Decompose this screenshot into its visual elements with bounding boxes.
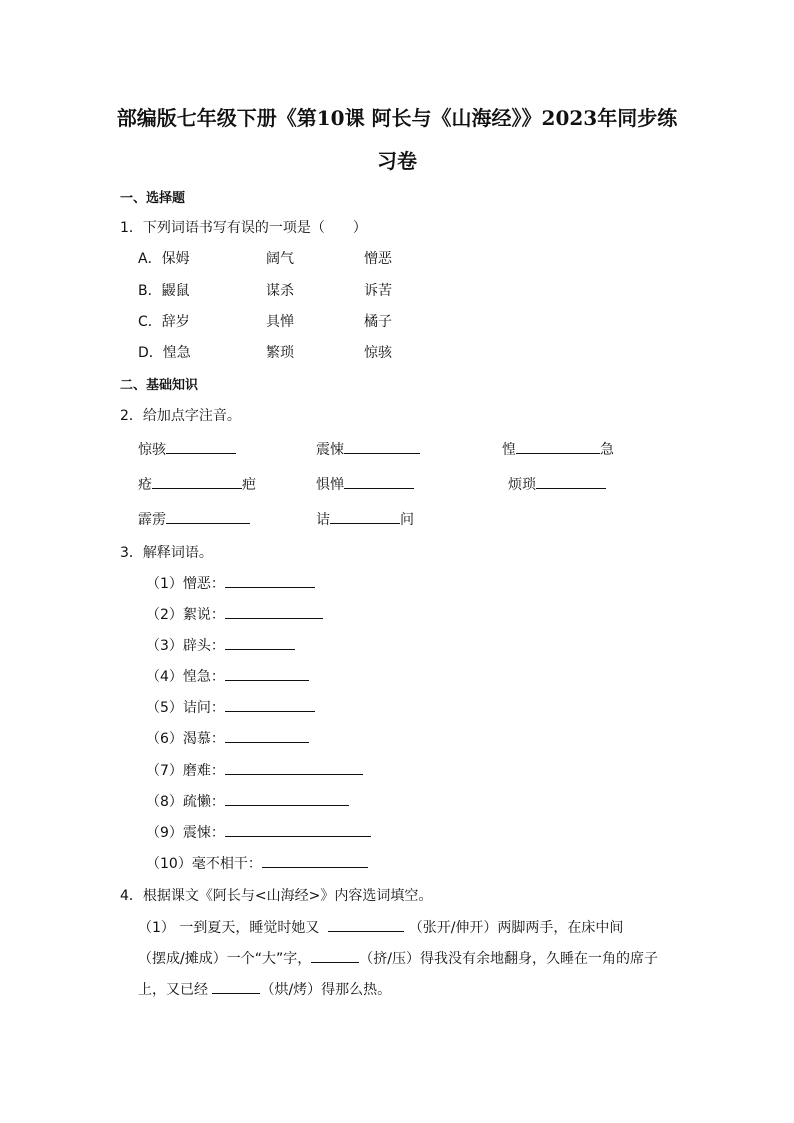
- q3-term: （8）疏懒：: [146, 794, 225, 810]
- q1-option-a: A．保姆: [138, 251, 190, 267]
- q2-word: 急: [600, 442, 614, 458]
- q3-item-2: [146, 604, 323, 624]
- q1-option-d: D．惶急: [138, 345, 191, 361]
- q3-item-10: [146, 853, 368, 873]
- q3-term: （7）磨难：: [146, 763, 225, 779]
- q3-item-5: [146, 697, 315, 717]
- q2-item-judan: [316, 474, 414, 494]
- answer-blank[interactable]: [344, 474, 414, 489]
- answer-blank[interactable]: [344, 439, 420, 454]
- q3-item-4: [146, 666, 309, 686]
- q3-item-6: [146, 728, 309, 748]
- q2-word: 诘: [316, 512, 330, 528]
- q3-term: （9）震悚：: [146, 825, 225, 841]
- q2-item-fansuo: [508, 474, 606, 494]
- q1-option-b-word2: 谋杀: [266, 283, 294, 299]
- answer-blank[interactable]: [225, 604, 323, 619]
- q1-option-d-word2: 繁琐: [266, 345, 294, 361]
- q3-term: （10）毫不相干：: [146, 856, 262, 872]
- answer-blank[interactable]: [225, 822, 371, 837]
- q2-word: 烦琐: [508, 477, 536, 493]
- question-1-stem: 1．下列词语书写有误的一项是（ ）: [120, 220, 367, 236]
- answer-blank[interactable]: [225, 760, 363, 775]
- q3-term: （4）惶急：: [146, 669, 225, 685]
- answer-blank[interactable]: [212, 979, 260, 994]
- q4-paragraph-line-2: [138, 948, 658, 968]
- section-heading-choice: 一、选择题: [120, 191, 186, 206]
- q4-text: 上，又已经: [138, 982, 208, 998]
- q2-item-jinghai: [138, 439, 236, 459]
- question-2-stem: 2．给加点字注音。: [120, 408, 241, 424]
- q4-text: （摆成/摊成）一个“大”字，: [138, 951, 312, 967]
- answer-blank[interactable]: [311, 948, 359, 963]
- answer-blank[interactable]: [225, 697, 315, 712]
- q3-item-7: [146, 760, 363, 780]
- q2-item-zhensong: [316, 439, 420, 459]
- q4-text: （烘/烤）得那么热。: [260, 982, 392, 998]
- q3-item-3: [146, 635, 295, 655]
- answer-blank[interactable]: [536, 474, 606, 489]
- q3-term: （6）渴慕：: [146, 731, 225, 747]
- q4-text: （1） 一到夏天，睡觉时她又: [138, 920, 320, 936]
- q3-item-8: [146, 791, 349, 811]
- q4-paragraph-line-3: [138, 979, 391, 999]
- q2-item-huangji: [502, 439, 614, 459]
- answer-blank[interactable]: [225, 728, 309, 743]
- section-heading-basics: 二、基础知识: [120, 378, 199, 393]
- q4-text: （挤/压）得我没有余地翻身，久睡在一角的席子: [359, 951, 658, 967]
- question-3-stem: 3．解释词语。: [120, 545, 213, 561]
- q2-word: 惶: [502, 442, 516, 458]
- q2-word: 疮: [138, 477, 152, 493]
- q2-word: 疤: [242, 477, 256, 493]
- answer-blank[interactable]: [328, 917, 404, 932]
- q2-word: 震悚: [316, 442, 344, 458]
- answer-blank[interactable]: [225, 791, 349, 806]
- q2-item-chuangba: [138, 474, 256, 494]
- q1-option-a-word2: 阔气: [266, 251, 294, 267]
- q4-text: （张开/伸开）两脚两手，在床中间: [408, 920, 624, 936]
- answer-blank[interactable]: [166, 439, 236, 454]
- q1-option-c-word3: 橘子: [364, 314, 392, 330]
- question-4-stem: 4．根据课文《阿长与<山海经>》内容选词填空。: [120, 888, 433, 904]
- answer-blank[interactable]: [330, 509, 400, 524]
- q1-option-a-word3: 憎恶: [364, 251, 392, 267]
- page-title: 部编版七年级下册《第10课 阿长与《山海经》》2023年同步练: [116, 106, 678, 130]
- q3-term: （5）诘问：: [146, 700, 225, 716]
- q2-item-jiewen: [316, 509, 414, 529]
- q3-term: （3）辟头：: [146, 638, 225, 654]
- q3-item-9: [146, 822, 371, 842]
- answer-blank[interactable]: [225, 666, 309, 681]
- answer-blank[interactable]: [516, 439, 600, 454]
- q1-option-d-word3: 惊骇: [364, 345, 392, 361]
- q1-option-c: C．辞岁: [138, 314, 190, 330]
- q3-term: （2）絮说：: [146, 607, 225, 623]
- answer-blank[interactable]: [225, 573, 315, 588]
- q2-word: 惊骇: [138, 442, 166, 458]
- q2-word: 惧惮: [316, 477, 344, 493]
- q1-option-b-word3: 诉苦: [364, 283, 392, 299]
- q3-term: （1）憎恶：: [146, 576, 225, 592]
- q2-word: 霹雳: [138, 512, 166, 528]
- q1-option-b: B．鼹鼠: [138, 283, 190, 299]
- answer-blank[interactable]: [166, 509, 250, 524]
- q3-item-1: [146, 573, 315, 593]
- q1-option-c-word2: 具惮: [266, 314, 294, 330]
- answer-blank[interactable]: [152, 474, 242, 489]
- q4-paragraph-line-1: [138, 917, 623, 937]
- q2-item-pili: [138, 509, 250, 529]
- page-title-continued: 习卷: [377, 149, 417, 173]
- answer-blank[interactable]: [225, 635, 295, 650]
- answer-blank[interactable]: [262, 853, 368, 868]
- q2-word: 问: [400, 512, 414, 528]
